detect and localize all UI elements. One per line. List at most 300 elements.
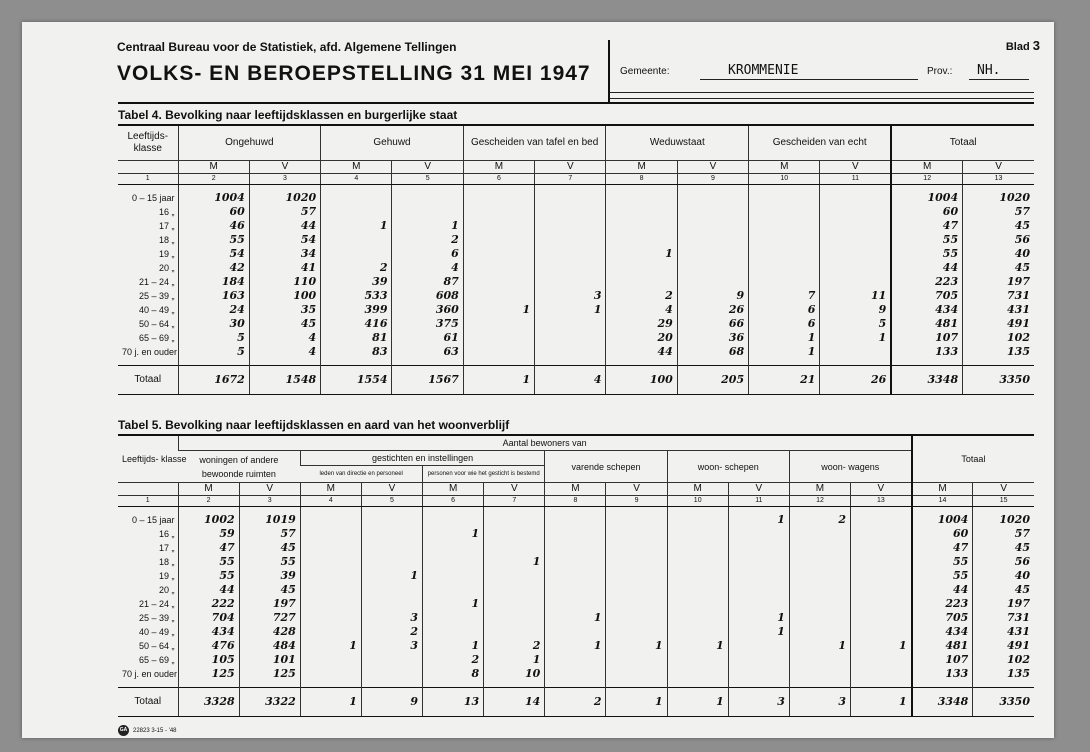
group-totaal: Totaal — [891, 126, 1034, 161]
data-cell: 35 — [249, 303, 320, 317]
data-cell — [300, 569, 361, 583]
data-cell — [535, 191, 606, 205]
data-cell: 481 — [912, 639, 973, 653]
data-cell: 8 — [423, 667, 484, 681]
data-cell — [728, 639, 789, 653]
data-cell: 1 — [851, 639, 912, 653]
table-row — [118, 667, 1034, 681]
data-cell — [535, 317, 606, 331]
mv-header-spacer — [118, 161, 178, 174]
total-cell: 1548 — [249, 366, 320, 395]
data-cell — [728, 555, 789, 569]
column-number: 4 — [321, 174, 392, 185]
total-cell: 1 — [463, 366, 534, 395]
data-cell — [851, 667, 912, 681]
data-cell: 1 — [484, 653, 545, 667]
data-cell: 2 — [321, 261, 392, 275]
data-cell: 63 — [392, 345, 463, 359]
total-cell: 3348 — [912, 688, 973, 717]
data-cell — [300, 583, 361, 597]
data-cell — [361, 541, 422, 555]
data-cell: 197 — [963, 275, 1034, 289]
data-cell — [545, 541, 606, 555]
column-number: 3 — [249, 174, 320, 185]
header-v: V — [606, 483, 667, 496]
data-cell: 29 — [606, 317, 677, 331]
total-cell: 9 — [361, 688, 422, 717]
header-m: M — [606, 161, 677, 174]
data-cell: 54 — [249, 233, 320, 247]
data-cell — [820, 205, 891, 219]
data-cell — [820, 219, 891, 233]
data-cell — [545, 569, 606, 583]
data-cell — [606, 219, 677, 233]
data-cell — [728, 653, 789, 667]
data-cell — [484, 527, 545, 541]
data-cell — [789, 667, 850, 681]
age-class: 19 „ — [158, 249, 175, 259]
data-cell: 9 — [820, 303, 891, 317]
data-cell: 6 — [749, 303, 820, 317]
data-cell: 6 — [749, 317, 820, 331]
data-cell: 56 — [973, 555, 1034, 569]
header-m: M — [749, 161, 820, 174]
tabel5-table — [118, 436, 1034, 717]
age-class: 50 – 64 „ — [138, 319, 175, 329]
data-cell — [677, 219, 748, 233]
data-cell — [606, 555, 667, 569]
data-cell — [606, 583, 667, 597]
data-cell — [463, 317, 534, 331]
column-number-row — [118, 174, 1034, 185]
header-v: V — [361, 483, 422, 496]
data-cell: 83 — [321, 345, 392, 359]
header-m: M — [463, 161, 534, 174]
data-cell — [361, 653, 422, 667]
data-cell: 68 — [677, 345, 748, 359]
data-cell: 34 — [249, 247, 320, 261]
gemeente-value: KROMMENIE — [728, 63, 799, 78]
mv-header-spacer — [118, 483, 178, 496]
column-number: 12 — [891, 174, 962, 185]
data-cell — [728, 569, 789, 583]
table-row — [118, 205, 1034, 219]
data-cell: 4 — [392, 261, 463, 275]
data-cell: 45 — [973, 541, 1034, 555]
data-cell: 55 — [178, 555, 239, 569]
total-cell: 3348 — [891, 366, 962, 395]
column-number: 3 — [239, 496, 300, 507]
data-cell — [321, 233, 392, 247]
data-cell — [606, 541, 667, 555]
data-cell: 491 — [963, 317, 1034, 331]
data-cell — [749, 233, 820, 247]
data-cell: 481 — [891, 317, 962, 331]
data-cell — [463, 275, 534, 289]
data-cell: 26 — [677, 303, 748, 317]
total-cell: 1 — [667, 688, 728, 717]
total-cell: 3328 — [178, 688, 239, 717]
table-row — [118, 191, 1034, 205]
data-cell: 3 — [361, 611, 422, 625]
data-cell — [789, 541, 850, 555]
data-cell — [423, 555, 484, 569]
data-cell: 1 — [728, 513, 789, 527]
total-cell: 4 — [535, 366, 606, 395]
data-cell — [463, 261, 534, 275]
data-cell — [545, 653, 606, 667]
data-cell: 1 — [300, 639, 361, 653]
data-cell: 1 — [789, 639, 850, 653]
data-cell: 55 — [178, 233, 249, 247]
header-v: V — [851, 483, 912, 496]
data-cell: 133 — [891, 345, 962, 359]
data-cell: 1 — [749, 345, 820, 359]
printer-logo: GA — [118, 725, 129, 736]
age-class: 17 „ — [158, 221, 175, 231]
census-form-sheet — [22, 22, 1054, 738]
column-number: 1 — [118, 174, 178, 185]
data-cell: 57 — [239, 527, 300, 541]
data-cell: 491 — [973, 639, 1034, 653]
table-row — [118, 513, 1034, 527]
data-cell: 87 — [392, 275, 463, 289]
data-cell: 30 — [178, 317, 249, 331]
header-v: V — [728, 483, 789, 496]
age-class: 18 „ — [158, 557, 175, 567]
total-cell: 1567 — [392, 366, 463, 395]
column-number: 8 — [606, 174, 677, 185]
table-row — [118, 583, 1034, 597]
total-cell: 13 — [423, 688, 484, 717]
gemeente-field — [620, 63, 799, 78]
data-cell: 484 — [239, 639, 300, 653]
data-cell — [300, 541, 361, 555]
total-cell: 3 — [789, 688, 850, 717]
data-cell — [423, 625, 484, 639]
data-cell: 434 — [912, 625, 973, 639]
data-cell — [789, 583, 850, 597]
data-cell — [728, 527, 789, 541]
data-cell: 727 — [239, 611, 300, 625]
data-cell: 5 — [820, 317, 891, 331]
data-cell — [667, 625, 728, 639]
data-cell: 59 — [178, 527, 239, 541]
total-cell: 2 — [545, 688, 606, 717]
data-cell: 2 — [423, 653, 484, 667]
data-cell — [300, 653, 361, 667]
data-cell — [300, 667, 361, 681]
data-cell — [545, 513, 606, 527]
header-m: M — [891, 161, 962, 174]
data-cell — [667, 597, 728, 611]
data-cell: 1 — [606, 247, 677, 261]
table-row — [118, 527, 1034, 541]
data-cell — [463, 345, 534, 359]
data-cell: 1020 — [249, 191, 320, 205]
blad-label: Blad — [1005, 41, 1030, 53]
data-cell — [535, 205, 606, 219]
group-gescheiden-tafel: Gescheiden van tafel en bed — [463, 126, 606, 161]
total-label: Totaal — [118, 366, 178, 395]
column-number: 2 — [178, 496, 239, 507]
data-cell: 533 — [321, 289, 392, 303]
header-m: M — [545, 483, 606, 496]
data-cell — [677, 275, 748, 289]
data-cell: 705 — [891, 289, 962, 303]
data-cell: 431 — [963, 303, 1034, 317]
data-cell — [667, 611, 728, 625]
data-cell: 36 — [677, 331, 748, 345]
data-cell — [728, 541, 789, 555]
data-cell: 46 — [178, 219, 249, 233]
total-label: Totaal — [118, 688, 178, 717]
data-cell: 1 — [463, 303, 534, 317]
form-title: VOLKS- EN BEROEPSTELLING 31 MEI 1947 — [117, 62, 591, 85]
column-number: 14 — [912, 496, 973, 507]
data-cell: 135 — [963, 345, 1034, 359]
data-cell: 10 — [484, 667, 545, 681]
data-cell — [749, 205, 820, 219]
data-cell — [820, 247, 891, 261]
total-row — [118, 366, 1034, 395]
data-cell: 1 — [728, 625, 789, 639]
data-cell — [535, 233, 606, 247]
data-cell — [820, 233, 891, 247]
data-cell: 375 — [392, 317, 463, 331]
header-m: M — [321, 161, 392, 174]
data-cell — [300, 625, 361, 639]
form-footer — [118, 725, 177, 736]
data-cell — [484, 597, 545, 611]
gemeente-underline — [700, 79, 918, 80]
data-cell: 45 — [973, 583, 1034, 597]
data-cell: 55 — [178, 569, 239, 583]
data-cell — [820, 191, 891, 205]
total-cell: 21 — [749, 366, 820, 395]
total-cell: 3322 — [239, 688, 300, 717]
data-cell: 42 — [178, 261, 249, 275]
blad-number: 3 — [1032, 38, 1040, 53]
data-cell: 55 — [239, 555, 300, 569]
data-cell — [463, 219, 534, 233]
data-cell: 1 — [392, 219, 463, 233]
data-cell: 1 — [321, 219, 392, 233]
data-cell — [300, 513, 361, 527]
data-cell — [606, 233, 677, 247]
data-cell: 105 — [178, 653, 239, 667]
header-v: V — [484, 483, 545, 496]
data-cell — [484, 569, 545, 583]
data-cell — [300, 611, 361, 625]
column-number: 6 — [423, 496, 484, 507]
header-bottom-rule — [118, 102, 1034, 104]
data-cell: 2 — [484, 639, 545, 653]
data-cell: 45 — [963, 219, 1034, 233]
table-row — [118, 233, 1034, 247]
data-cell: 608 — [392, 289, 463, 303]
data-cell: 704 — [178, 611, 239, 625]
data-cell: 434 — [891, 303, 962, 317]
header-v: V — [239, 483, 300, 496]
data-cell — [463, 331, 534, 345]
data-cell: 416 — [321, 317, 392, 331]
data-cell — [321, 205, 392, 219]
data-cell: 2 — [392, 233, 463, 247]
table-row — [118, 219, 1034, 233]
total-cell: 14 — [484, 688, 545, 717]
data-cell — [749, 247, 820, 261]
group-woonwagens: woon- wagens — [789, 451, 911, 483]
header-m: M — [667, 483, 728, 496]
age-class: 20 „ — [158, 263, 175, 273]
data-cell — [667, 555, 728, 569]
header-v: V — [392, 161, 463, 174]
data-cell: 2 — [789, 513, 850, 527]
data-cell — [851, 569, 912, 583]
data-cell: 55 — [912, 555, 973, 569]
form-code: 22823 3-15 - '48 — [133, 727, 177, 734]
table-row — [118, 275, 1034, 289]
data-cell: 45 — [239, 583, 300, 597]
age-class: 0 – 15 jaar — [131, 193, 175, 203]
data-cell: 197 — [239, 597, 300, 611]
header-v: V — [973, 483, 1034, 496]
data-cell — [463, 191, 534, 205]
data-cell: 1 — [535, 303, 606, 317]
data-cell: 1004 — [891, 191, 962, 205]
data-cell — [361, 527, 422, 541]
data-cell: 56 — [963, 233, 1034, 247]
data-cell: 125 — [178, 667, 239, 681]
gest-sub-bestemd: personen voor wie het gesticht is bestemd — [423, 466, 545, 483]
data-cell: 24 — [178, 303, 249, 317]
data-cell: 60 — [178, 205, 249, 219]
age-class: 21 – 24 „ — [138, 599, 175, 609]
data-cell — [484, 625, 545, 639]
data-cell: 3 — [535, 289, 606, 303]
data-cell — [749, 219, 820, 233]
data-cell: 5 — [178, 331, 249, 345]
data-cell — [749, 191, 820, 205]
data-cell — [606, 597, 667, 611]
data-cell: 44 — [891, 261, 962, 275]
organization-name: Centraal Bureau voor de Statistiek, afd. Algemene Tellingen — [117, 40, 457, 54]
data-cell: 731 — [963, 289, 1034, 303]
data-cell: 40 — [973, 569, 1034, 583]
data-cell: 5 — [178, 345, 249, 359]
data-cell — [749, 261, 820, 275]
age-class: 25 – 39 „ — [138, 613, 175, 623]
data-cell: 399 — [321, 303, 392, 317]
data-cell: 107 — [891, 331, 962, 345]
data-cell — [851, 611, 912, 625]
data-cell: 66 — [677, 317, 748, 331]
tabel4-table — [118, 126, 1034, 395]
table-row — [118, 611, 1034, 625]
age-class: 40 – 49 „ — [138, 627, 175, 637]
group-woningen: woningen of andere bewoonde ruimten — [178, 451, 300, 483]
data-cell — [677, 205, 748, 219]
data-cell — [677, 261, 748, 275]
mv-header-row — [118, 161, 1034, 174]
data-cell — [484, 583, 545, 597]
age-class-header-5: Leeftijds- klasse — [118, 436, 178, 483]
data-cell — [484, 541, 545, 555]
group-gescheiden-echt: Gescheiden van echt — [749, 126, 892, 161]
data-cell — [545, 527, 606, 541]
data-cell — [667, 569, 728, 583]
column-number: 13 — [851, 496, 912, 507]
data-cell — [463, 289, 534, 303]
form-header — [117, 40, 591, 86]
data-cell — [463, 247, 534, 261]
data-cell — [535, 331, 606, 345]
data-cell — [851, 597, 912, 611]
data-cell — [535, 345, 606, 359]
data-cell — [820, 261, 891, 275]
column-number: 2 — [178, 174, 249, 185]
data-cell — [463, 233, 534, 247]
province-field — [927, 63, 1001, 78]
header-v: V — [963, 161, 1034, 174]
data-cell — [300, 597, 361, 611]
data-cell — [606, 513, 667, 527]
column-number: 11 — [728, 496, 789, 507]
header-rule-2 — [610, 98, 1034, 99]
data-cell — [484, 611, 545, 625]
data-cell: 45 — [963, 261, 1034, 275]
table-row — [118, 317, 1034, 331]
age-class: 21 – 24 „ — [138, 277, 175, 287]
age-class: 70 j. en ouder — [122, 347, 178, 357]
data-cell: 1 — [423, 527, 484, 541]
table-row — [118, 569, 1034, 583]
table-row — [118, 331, 1034, 345]
data-cell: 3 — [361, 639, 422, 653]
data-cell — [484, 513, 545, 527]
header-m: M — [178, 161, 249, 174]
data-cell — [300, 527, 361, 541]
age-class: 16 „ — [158, 529, 175, 539]
data-cell — [606, 191, 677, 205]
data-cell — [728, 583, 789, 597]
data-cell — [851, 541, 912, 555]
table-row — [118, 639, 1034, 653]
data-cell: 360 — [392, 303, 463, 317]
age-class: 50 – 64 „ — [138, 641, 175, 651]
data-cell: 7 — [749, 289, 820, 303]
data-cell: 125 — [239, 667, 300, 681]
age-class: 16 „ — [158, 207, 175, 217]
table-row — [118, 303, 1034, 317]
header-v: V — [249, 161, 320, 174]
data-cell: 184 — [178, 275, 249, 289]
data-cell — [545, 625, 606, 639]
column-number-row — [118, 496, 1034, 507]
data-cell: 1 — [484, 555, 545, 569]
data-cell: 61 — [392, 331, 463, 345]
table-row — [118, 541, 1034, 555]
tabel4-title: Tabel 4. Bevolking naar leeftijdsklassen en burgerlijke staat — [118, 108, 458, 122]
data-cell: 1 — [667, 639, 728, 653]
column-number: 8 — [545, 496, 606, 507]
data-cell: 44 — [912, 583, 973, 597]
data-cell — [851, 527, 912, 541]
total-cell: 26 — [820, 366, 891, 395]
data-cell: 1 — [545, 611, 606, 625]
age-class-header: Leeftijds- klasse — [118, 126, 178, 161]
